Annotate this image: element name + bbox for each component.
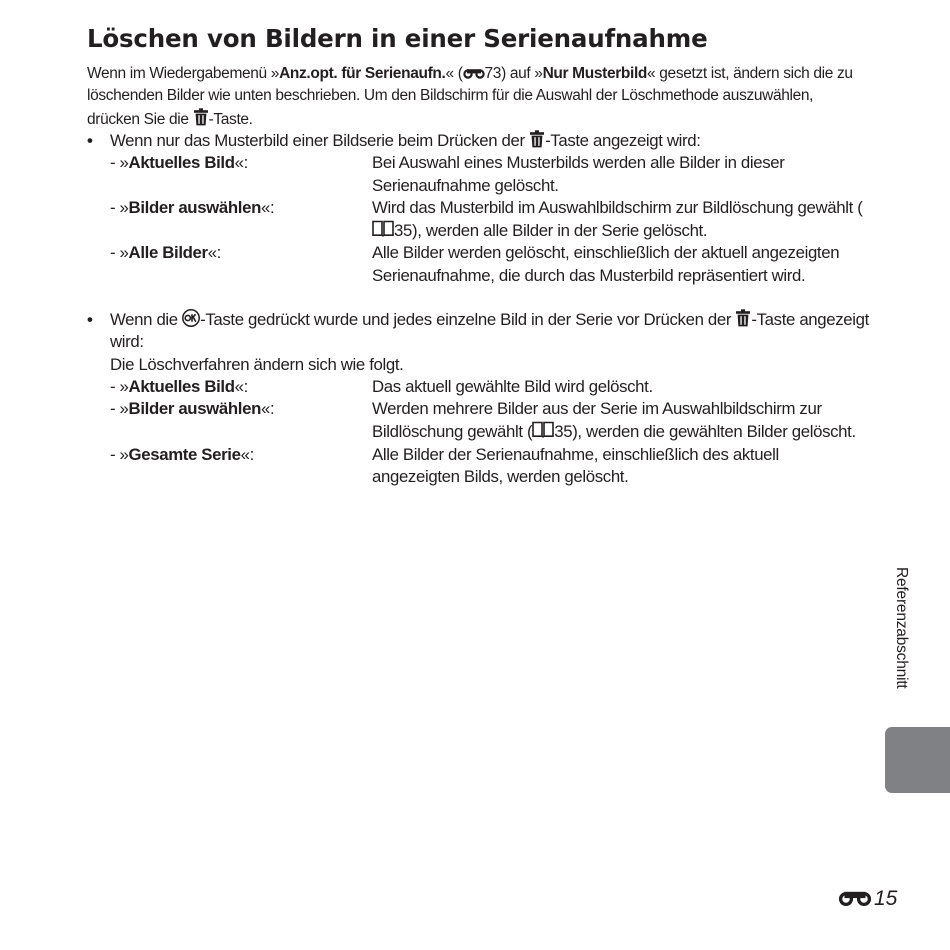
intro-text-4: « gesetzt ist, ändern sich die zu löschenden Bilder wie unten beschrieben. Um den Bildschirm für die Auswahl der Löschmethode auszuwählen, drücken Sie die (87, 65, 853, 128)
option-description-part: ), werden die gewählten Bilder gelöscht. (572, 422, 856, 442)
bullet-dot: • (87, 131, 93, 150)
page-number (838, 887, 897, 911)
bullet-text-2: -Taste gedrückt wurde und jedes einzelne Bild in der Serie vor Drücken der (200, 310, 736, 329)
option-prefix: - » (110, 444, 129, 464)
option-label (87, 152, 372, 197)
trash-icon (193, 108, 209, 126)
option-name: Bilder auswählen (128, 197, 261, 217)
bullet-heading (87, 130, 877, 152)
option-description: Alle Bilder der Serienaufnahme, einschließlich des aktuell angezeigten Bilds, werden gelöscht. (372, 444, 779, 487)
ok-button-icon (182, 309, 200, 327)
option-label (87, 197, 372, 243)
option-prefix: - » (110, 243, 129, 263)
intro-text-2: « ( (445, 65, 463, 82)
option-description: Das aktuell gewählte Bild wird gelöscht. (372, 376, 653, 396)
option-name: Aktuelles Bild (128, 376, 235, 396)
option-row-all-images (87, 242, 877, 287)
bullet-note: Die Löschverfahren ändern sich wie folgt. (110, 354, 404, 374)
option-description (372, 398, 877, 444)
intro-paragraph (87, 63, 857, 131)
intro-text-5: -Taste. (208, 110, 253, 128)
option-label (87, 444, 372, 489)
intro-text-3: ) auf » (501, 65, 543, 82)
bullet-text-1: Wenn nur das Musterbild einer Bildserie beim Drücken der (110, 131, 530, 150)
trash-icon (735, 309, 751, 327)
option-description-part: Wird das Musterbild im Auswahlbildschirm zur Bildlöschung gewählt ( (372, 197, 863, 217)
option-description-part: ), werden alle Bilder in der Serie gelöscht. (411, 221, 708, 241)
bullet-text-1: Wenn die (110, 310, 183, 329)
option-prefix: - » (110, 399, 129, 419)
option-suffix: «: (260, 197, 275, 217)
trash-icon (529, 130, 545, 148)
option-name: Aktuelles Bild (128, 153, 235, 173)
intro-menu-option: Anz.opt. für Serienaufn. (279, 65, 446, 82)
option-name: Bilder auswählen (128, 399, 261, 419)
intro-page-ref: 73 (484, 65, 502, 82)
page-number-value: 15 (874, 887, 898, 910)
page-title: Löschen von Bildern in einer Serienaufnahme (87, 24, 708, 53)
section-tab-marker (885, 727, 950, 793)
option-description (372, 197, 877, 243)
book-icon (372, 219, 394, 237)
intro-text-1: Wenn im Wiedergabemenü » (87, 65, 280, 82)
section-side-label: Referenzabschnitt (893, 567, 910, 689)
option-row-select-images (87, 398, 877, 444)
option-page-ref: 35 (554, 422, 573, 442)
option-prefix: - » (110, 197, 129, 217)
option-label (87, 398, 372, 444)
option-suffix: «: (240, 444, 254, 464)
option-prefix: - » (110, 376, 129, 396)
book-icon (532, 420, 554, 438)
bullet-dot: • (87, 310, 93, 329)
option-description: Bei Auswahl eines Musterbilds werden alle Bilder in dieser Serienaufnahme gelöscht. (372, 153, 785, 195)
bullet-text-3: -Taste angezeigt wird: (110, 310, 869, 352)
bullet-section-each-image (87, 309, 877, 488)
option-description: Alle Bilder werden gelöscht, einschließlich der aktuell angezeigten Serienaufnahme, die durch das Musterbild repräsentiert wird. (372, 243, 840, 285)
reference-section-icon (838, 890, 872, 908)
option-row-current-image (87, 376, 877, 398)
option-suffix: «: (260, 399, 275, 419)
option-row-entire-series (87, 444, 877, 489)
bullet-section-sample-only (87, 130, 877, 287)
intro-setting-value: Nur Musterbild (542, 65, 648, 82)
option-label (87, 376, 372, 398)
option-prefix: - » (110, 153, 129, 173)
reference-section-icon (463, 68, 485, 80)
bullet-heading (87, 309, 877, 354)
option-name: Alle Bilder (128, 243, 208, 263)
option-suffix: «: (207, 243, 221, 263)
option-page-ref: 35 (394, 221, 412, 241)
option-suffix: «: (234, 153, 248, 173)
option-row-current-image (87, 152, 877, 197)
option-row-select-images (87, 197, 877, 243)
option-label (87, 242, 372, 287)
option-description-part: Werden mehrere Bilder aus der Serie im Auswahlbildschirm zur Bildlöschung gewählt ( (372, 399, 822, 442)
option-name: Gesamte Serie (128, 444, 241, 464)
option-suffix: «: (234, 376, 248, 396)
bullet-text-2: -Taste angezeigt wird: (545, 131, 701, 150)
